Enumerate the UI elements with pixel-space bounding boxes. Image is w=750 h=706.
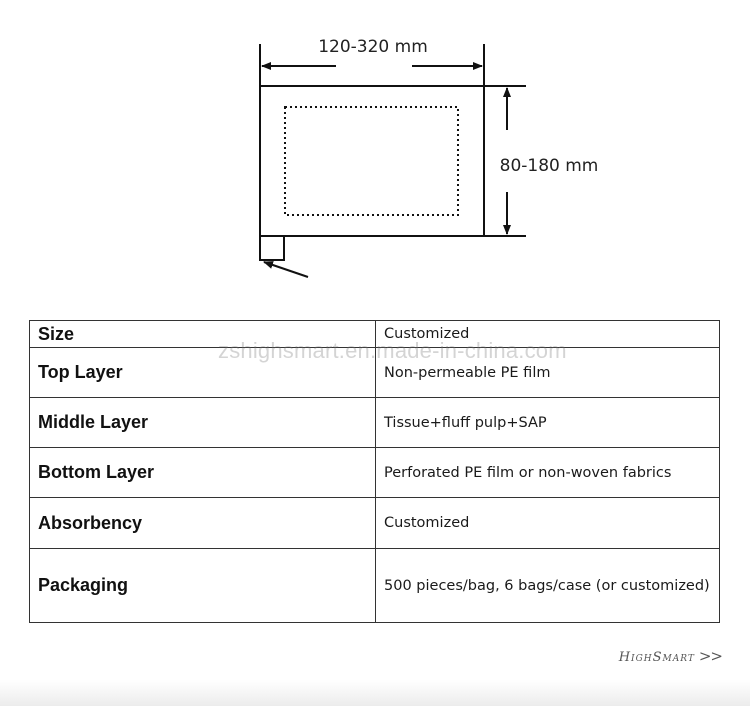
table-row bbox=[30, 321, 720, 348]
brand-next-link[interactable] bbox=[619, 647, 722, 665]
spec-value: Perforated PE film or non-woven fabrics bbox=[376, 448, 720, 498]
watermark: zshighsmart.en.made-in-china.com bbox=[218, 338, 567, 363]
release-tab bbox=[260, 236, 284, 260]
spec-label: Packaging bbox=[30, 549, 376, 623]
double-chevron-right-icon: >> bbox=[698, 647, 722, 665]
spec-value: Non-permeable PE film bbox=[376, 348, 720, 398]
table-row bbox=[30, 498, 720, 549]
bottom-fade bbox=[0, 680, 750, 706]
release-tab-pointer bbox=[264, 262, 308, 277]
spec-value: 500 pieces/bag, 6 bags/case (or customized) bbox=[376, 549, 720, 623]
table-row bbox=[30, 549, 720, 623]
table-row bbox=[30, 398, 720, 448]
table-row bbox=[30, 448, 720, 498]
brand-name: HighSmart bbox=[618, 650, 695, 665]
spec-label: Bottom Layer bbox=[30, 448, 376, 498]
width-dimension-label: 120-320 mm bbox=[318, 37, 428, 57]
absorbent-core-outline bbox=[285, 107, 458, 215]
spec-value: Tissue+fluff pulp+SAP bbox=[376, 398, 720, 448]
spec-value: Customized bbox=[376, 321, 720, 348]
spec-label: Middle Layer bbox=[30, 398, 376, 448]
spec-value: Customized bbox=[376, 498, 720, 549]
spec-label: Top Layer bbox=[30, 348, 376, 398]
table-row bbox=[30, 348, 720, 398]
specification-table bbox=[29, 320, 720, 623]
spec-label: Size bbox=[30, 321, 376, 348]
pad-outline bbox=[260, 86, 484, 236]
spec-label: Absorbency bbox=[30, 498, 376, 549]
height-dimension-label: 80-180 mm bbox=[499, 156, 599, 176]
dimension-diagram bbox=[0, 0, 750, 300]
